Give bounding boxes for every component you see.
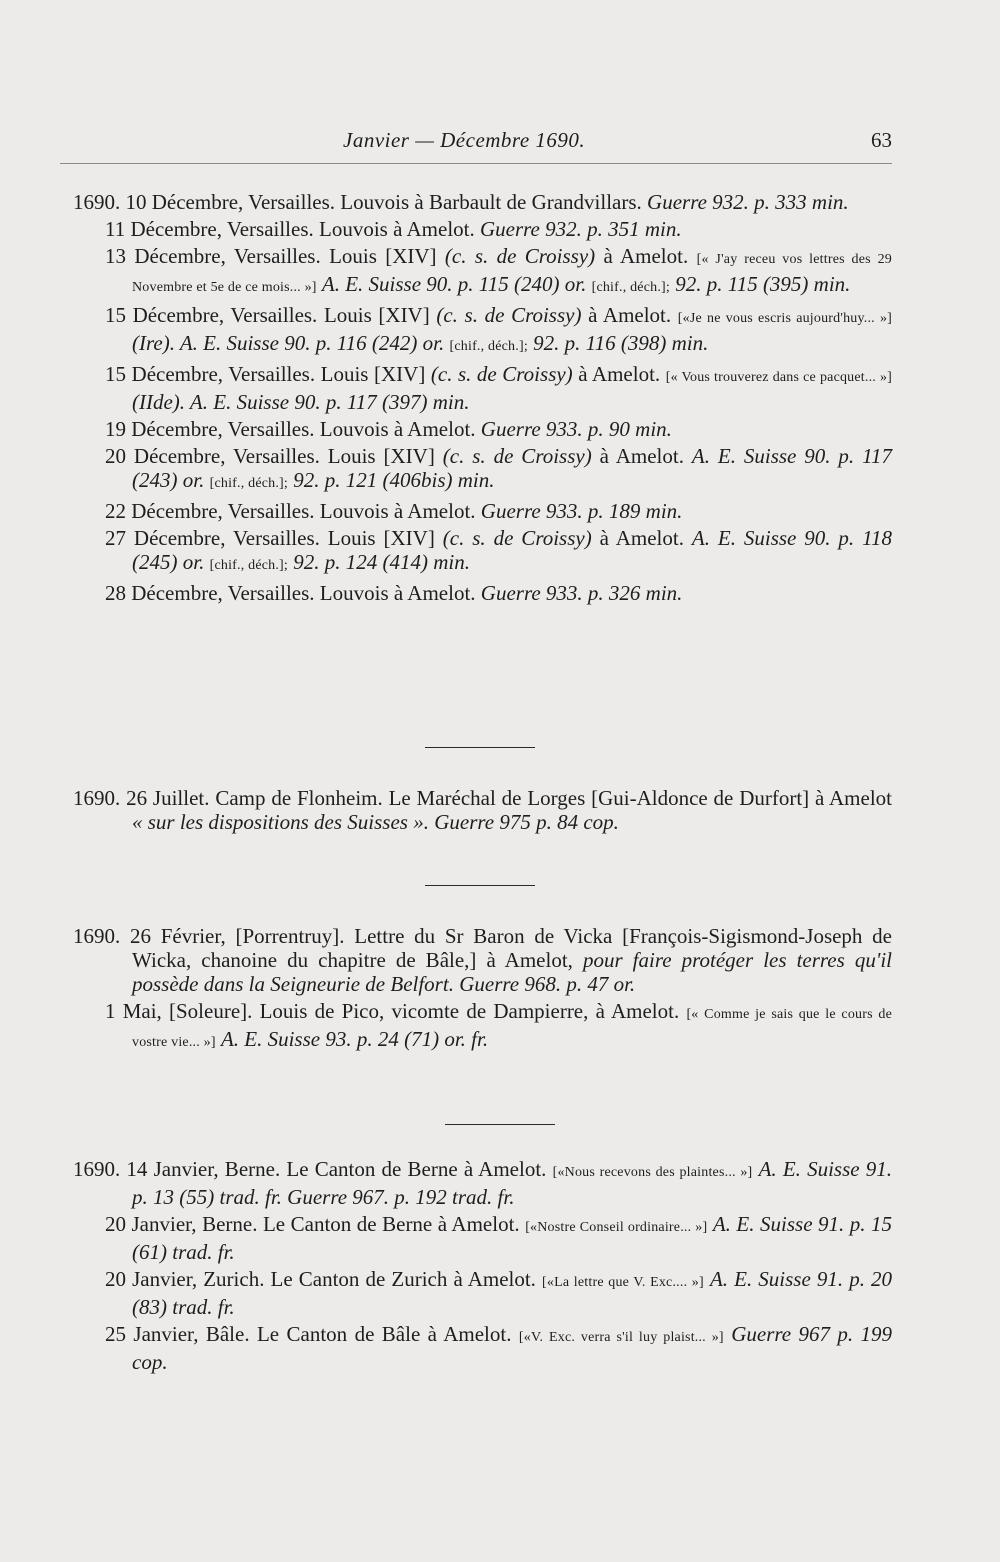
entry: 25 Janvier, Bâle. Le Canton de Bâle à Amelot. [«V. Exc. verra s'il luy plaist... »] Guerre 967 p. 199 cop. — [105, 1322, 893, 1374]
entry: 20 Janvier, Zurich. Le Canton de Zurich à Amelot. [«La lettre que V. Exc.... »] A. E. Suisse 91. p. 20 (83) trad. fr. — [105, 1267, 893, 1319]
section-divider — [425, 747, 535, 748]
entry: 1690. 26 Février, [Porrentruy]. Lettre du Sr Baron de Vicka [François-Sigismond-Joseph de Wicka, chanoine du chapitre de Bâle,] à Amelot, pour faire protéger les terres qu'il possède dans la Seigneurie de Belfort. Guerre 968. p. 47 or. — [73, 924, 892, 996]
entry: 28 Décembre, Versailles. Louvois à Amelot. Guerre 933. p. 326 min. — [105, 581, 683, 605]
page-title: Janvier — Décembre 1690. — [343, 128, 586, 152]
section-divider — [425, 885, 535, 886]
entry: 13 Décembre, Versailles. Louis [XIV] (c. s. de Croissy) à Amelot. [« J'ay receu vos lettres des 29 Novembre et 5e de ce mois... »] A. E. Suisse 90. p. 115 (240) or. [chif., déch.]; 92. p. 115 (395) min. — [105, 244, 893, 296]
section-cantons — [60, 1157, 892, 1377]
entry: 1690. 26 Juillet. Camp de Flonheim. Le Maréchal de Lorges [Gui-Aldonce de Durfort] à Amelot « sur les dispositions des Suisses ». Guerre 975 p. 84 cop. — [73, 786, 892, 834]
page-number: 63 — [871, 128, 892, 152]
section-vicka — [60, 924, 892, 1058]
entry: 22 Décembre, Versailles. Louvois à Amelot. Guerre 933. p. 189 min. — [105, 499, 683, 523]
entry: 15 Décembre, Versailles. Louis [XIV] (c. s. de Croissy) à Amelot. [«Je ne vous escris aujourd'huy... »] (Ire). A. E. Suisse 90. p. 116 (242) or. [chif., déch.]; 92. p. 116 (398) min. — [105, 303, 893, 355]
section-december — [60, 190, 892, 608]
entry: 1 Mai, [Soleure]. Louis de Pico, vicomte de Dampierre, à Amelot. [« Comme je sais que le cours de vostre vie... »] A. E. Suisse 93. p. 24 (71) or. fr. — [105, 999, 893, 1051]
entry: 15 Décembre, Versailles. Louis [XIV] (c. s. de Croissy) à Amelot. [« Vous trouverez dans ce pacquet... »] (IIde). A. E. Suisse 90. p. 117 (397) min. — [105, 362, 893, 414]
entry: 20 Décembre, Versailles. Louis [XIV] (c. s. de Croissy) à Amelot. A. E. Suisse 90. p. 117 (243) or. [chif., déch.]; 92. p. 121 (406bis) min. — [105, 444, 893, 492]
header-rule — [60, 163, 892, 164]
entry: 11 Décembre, Versailles. Louvois à Amelot. Guerre 932. p. 351 min. — [105, 217, 682, 241]
entry: 1690. 10 Décembre, Versailles. Louvois à Barbault de Grandvillars. Guerre 932. p. 333 min. — [73, 190, 849, 214]
entry: 1690. 14 Janvier, Berne. Le Canton de Berne à Amelot. [«Nous recevons des plaintes... »] A. E. Suisse 91. p. 13 (55) trad. fr. Guerre 967. p. 192 trad. fr. — [73, 1157, 892, 1209]
section-lorges — [60, 786, 892, 837]
entry: 20 Janvier, Berne. Le Canton de Berne à Amelot. [«Nostre Conseil ordinaire... »] A. E. Suisse 91. p. 15 (61) trad. fr. — [105, 1212, 893, 1264]
section-divider — [445, 1124, 555, 1125]
entry: 19 Décembre, Versailles. Louvois à Amelot. Guerre 933. p. 90 min. — [105, 417, 672, 441]
entry: 27 Décembre, Versailles. Louis [XIV] (c. s. de Croissy) à Amelot. A. E. Suisse 90. p. 118 (245) or. [chif., déch.]; 92. p. 124 (414) min. — [105, 526, 893, 574]
running-header — [60, 128, 892, 162]
